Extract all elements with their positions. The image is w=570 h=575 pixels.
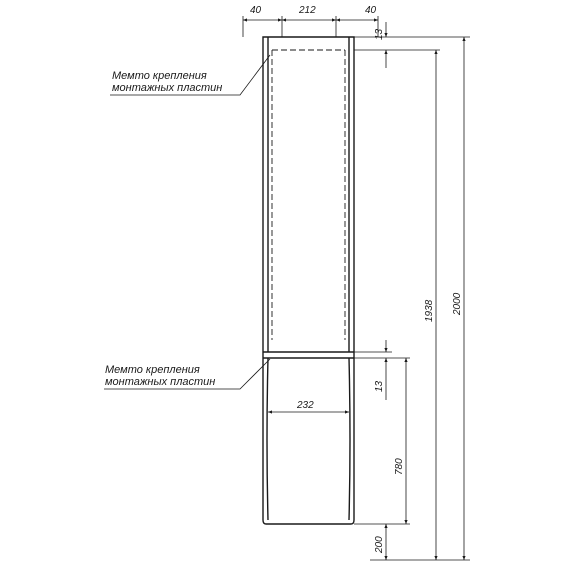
right-dimensions (354, 22, 470, 560)
dim-total-height: 2000 (452, 292, 463, 315)
dim-shelf-gap: 13 (374, 380, 385, 392)
top-note-line2: монтажных пластин (112, 82, 223, 94)
cabinet-outline (263, 37, 354, 524)
bottom-note-line2: монтажных пластин (105, 376, 216, 388)
top-note-line1: Мемто крепления (112, 70, 207, 82)
upper-glass-hidden-line (272, 50, 345, 340)
dim-top-mid: 212 (299, 5, 316, 16)
top-dimensions (243, 5, 378, 37)
cabinet-outer-frame (263, 37, 354, 524)
dim-floor-gap: 200 (374, 536, 385, 553)
bottom-note-line1: Мемто крепления (105, 364, 200, 376)
dim-upper-height: 1938 (424, 299, 435, 322)
dim-top-right: 40 (365, 5, 377, 16)
bottom-note (104, 359, 270, 389)
lower-door-left-edge (267, 358, 268, 520)
door-width-dimension (268, 400, 349, 412)
dim-top-left: 40 (250, 5, 262, 16)
dim-lower-height: 780 (394, 458, 405, 475)
dim-door-width: 232 (297, 400, 314, 411)
lower-door-right-edge (349, 358, 350, 520)
dim-top-gap: 13 (374, 28, 385, 40)
top-note (110, 55, 270, 95)
upper-side-panels (268, 37, 349, 352)
